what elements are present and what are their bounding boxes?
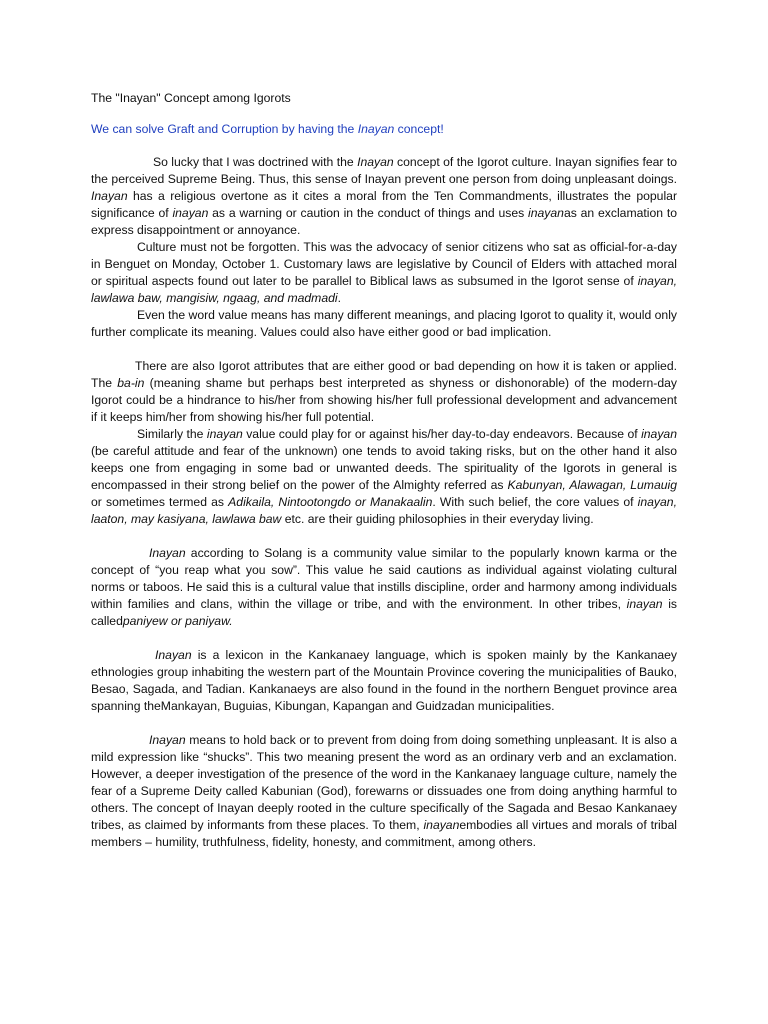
italic-term: inayan <box>423 818 460 832</box>
paragraph-p7 <box>91 647 677 715</box>
italic-term: inayan, laaton, may kasiyana, lawlawa baw <box>91 495 677 526</box>
document-subtitle <box>91 121 677 138</box>
paragraph-p3 <box>91 307 677 341</box>
italic-term: Kabunyan, Alawagan, Lumauig <box>507 478 677 492</box>
text-run: . <box>337 291 341 305</box>
text-run: value could play for or against his/her day-to-day endeavors. Because of <box>242 427 642 441</box>
italic-term: inayan, lawlawa baw, mangisiw, ngaag, and madmadi <box>91 274 677 305</box>
text-run: embodies all virtues and morals of tribal members – humility, truthfulness, fidelity, honesty, and commitment, among others. <box>91 818 678 849</box>
italic-term: inayan <box>641 427 677 441</box>
text-run: has a religious overtone as it cites a moral from the Ten Commandments, illustrates the popular significance of <box>91 189 677 220</box>
paragraph-p8 <box>91 732 677 851</box>
text-run: (be careful attitude and fear of the unknown) one tends to avoid taking risks, but on the other hand it also keeps one from engaging in some bad or unwanted deeds. The spirituality of the Igorots in general is encompassed in their strong belief on the power of the Almighty referred as <box>91 444 677 492</box>
italic-term: inayan <box>528 206 564 220</box>
text-run: according to Solang is a community value similar to the popularly known karma or the concept of “you reap what you sow”. This value he said cautions as individual against violating cultural norms or taboos. He said this is a cultural value that instills discipline, order and harmony among individuals within families and clans, within the village or tribe, and with the environment. In other tribes, <box>91 546 677 611</box>
text-run: means to hold back or to prevent from doing from doing something unpleasant. It is also a mild expression like “shucks”. This two meaning present the word as an ordinary verb and an exclamation. However, a deeper investigation of the presence of the word in the Kankanaey language culture, namely the fear of a Supreme Deity called Kabunian (God), forewarns or dissuades one from doing anything harmful to others. The concept of Inayan deeply rooted in the culture specifically of the Sagada and Besao Kankanaey tribes, as claimed by informants from these places. To them, <box>91 733 677 832</box>
subtitle-text-after: concept! <box>394 122 444 136</box>
italic-term: Inayan <box>149 733 186 747</box>
text-run: . With such belief, the core values of <box>432 495 638 509</box>
text-run: is called <box>91 597 678 628</box>
italic-term: Inayan <box>149 546 186 560</box>
paragraph-p6 <box>91 545 677 630</box>
subtitle-text-before: We can solve Graft and Corruption by having the <box>91 122 358 136</box>
paragraph-p5 <box>91 426 677 528</box>
paragraph-p4 <box>91 358 677 426</box>
text-run: So lucky that I was doctrined with the <box>153 155 358 169</box>
text-run: etc. are their guiding philosophies in their everyday living. <box>281 512 594 526</box>
text-run: as an exclamation to express disappointment or annoyance. <box>91 206 677 237</box>
text-run: Similarly the <box>137 427 207 441</box>
italic-term: Adikaila, Nintootongdo or Manakaalin <box>228 495 433 509</box>
italic-term: inayan <box>206 427 243 441</box>
text-run: as a warning or caution in the conduct of things and uses <box>208 206 529 220</box>
italic-term: paniyew or paniyaw. <box>122 614 233 628</box>
paragraph-p1 <box>91 154 677 239</box>
text-run: Even the word value means has many different meanings, and placing Igorot to quality it, would only further complicate its meaning. Values could also have either good or bad implication. <box>91 308 677 339</box>
italic-term: Inayan <box>155 648 192 662</box>
italic-term: Inayan <box>91 189 128 203</box>
text-run: Culture must not be forgotten. This was the advocacy of senior citizens who sat as official-for-a-day in Benguet on Monday, October 1. Customary laws are legislative by Council of Elders with attached moral or spiritual aspects found out later to be parallel to Biblical laws as subsumed in the Igorot sense of <box>91 240 677 288</box>
text-run: or sometimes termed as <box>91 495 229 509</box>
document-page <box>91 90 677 851</box>
text-run: There are also Igorot attributes that are either good or bad depending on how it is taken or applied. The <box>91 359 677 390</box>
document-title: The "Inayan" Concept among Igorots <box>91 91 291 105</box>
italic-term: Inayan <box>357 155 394 169</box>
paragraph-p2 <box>91 239 677 307</box>
text-run: concept of the Igorot culture. Inayan signifies fear to the perceived Supreme Being. Thus, this sense of Inayan prevent one person from doing unpleasant doings. <box>91 155 678 186</box>
text-run: (meaning shame but perhaps best interpreted as shyness or dishonorable) of the modern-day Igorot could be a hindrance to his/her from showing his/her full professional development and advancement if it keeps him/her from showing his/her full potential. <box>91 376 677 424</box>
italic-term: ba-in <box>117 376 145 390</box>
text-run: is a lexicon in the Kankanaey language, which is spoken mainly by the Kankanaey ethnologies group inhabiting the western part of the Mountain Province covering the municipalities of Bauko, Besao, Sagada, and Tadian. Kankanaeys are also found in the found in the northern Benguet province area spanning theMankayan, Buguias, Kibungan, Kapangan and Guidzadan municipalities. <box>91 648 677 713</box>
italic-term: inayan <box>626 597 663 611</box>
italic-term: inayan <box>172 206 209 220</box>
document-body <box>91 154 677 851</box>
subtitle-text-emphasis: Inayan <box>357 122 395 136</box>
